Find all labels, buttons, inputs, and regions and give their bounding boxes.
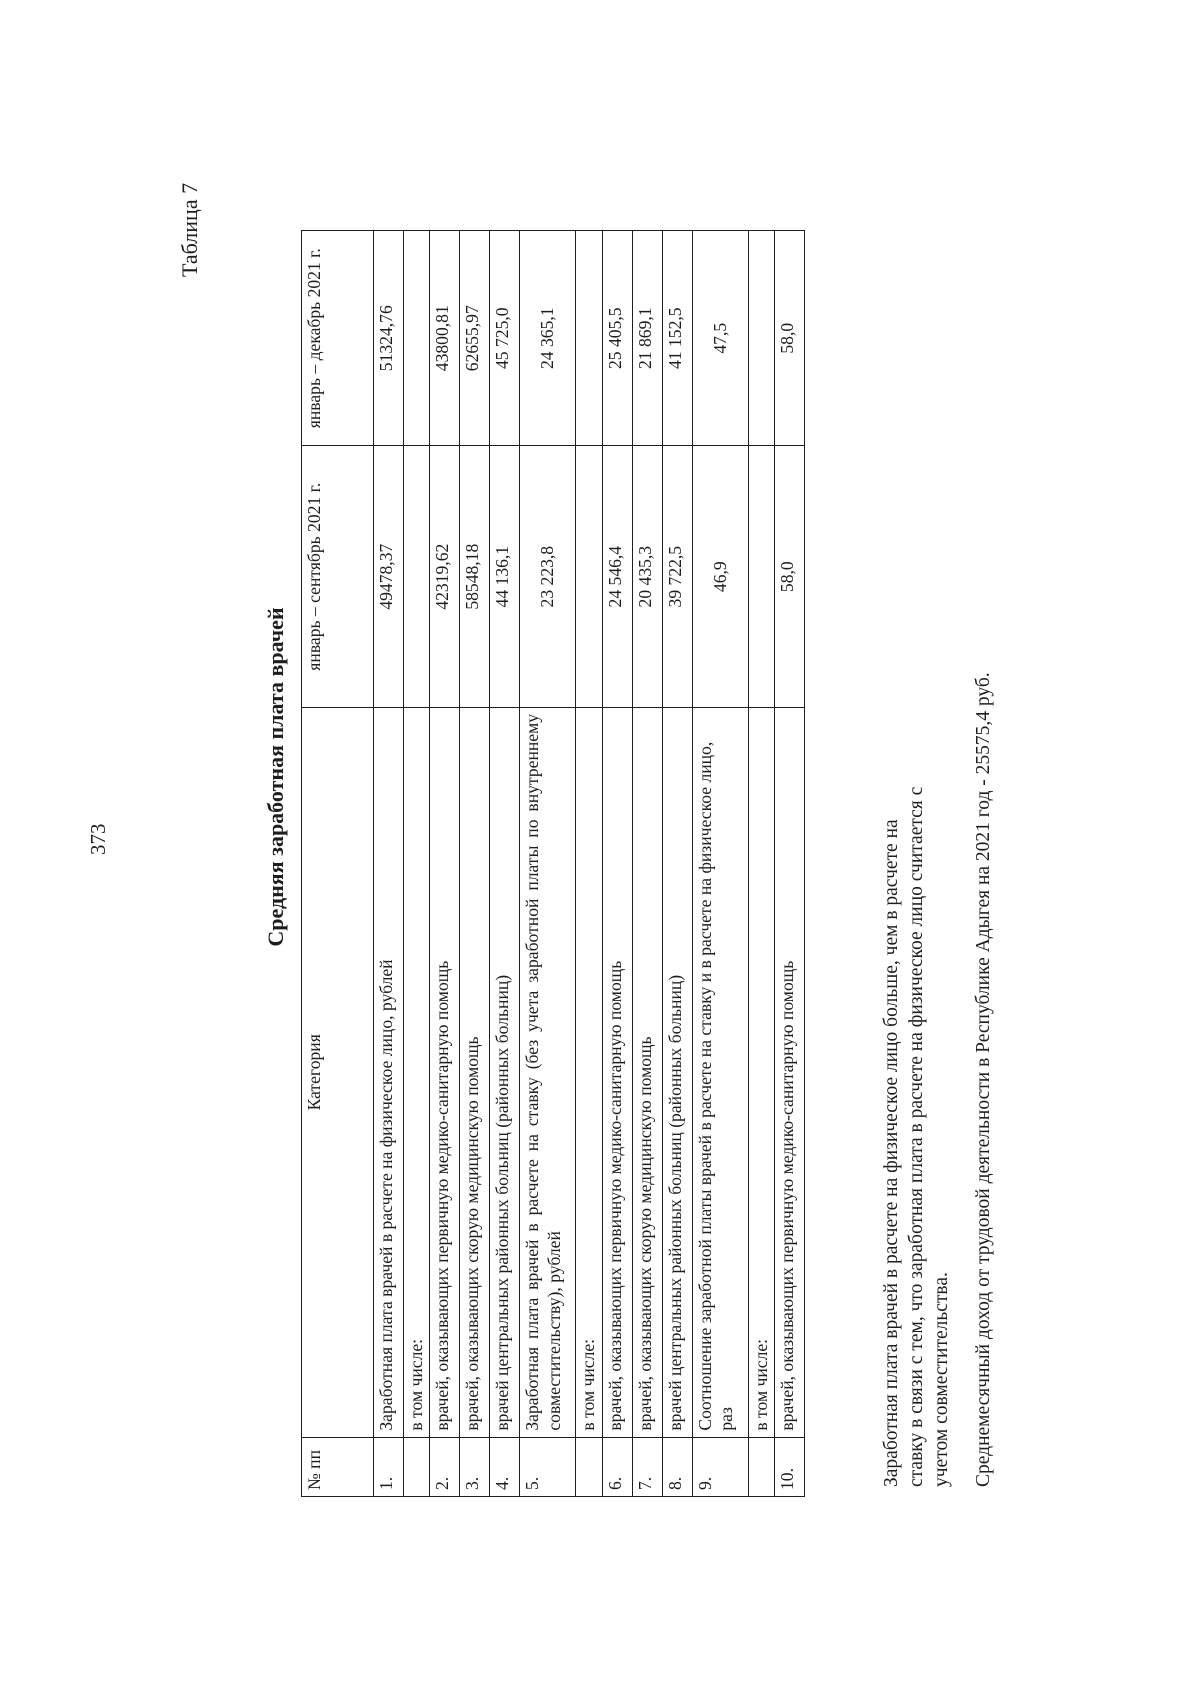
table-row-subheading	[748, 231, 774, 1497]
row-value-jan-dec: 24 365,1	[520, 231, 576, 446]
row-value-jan-dec: 45 725,0	[490, 231, 520, 446]
row-value-jan-sep	[748, 446, 774, 708]
row-value-jan-dec: 47,5	[692, 231, 748, 446]
header-category: Категория	[302, 707, 374, 1437]
row-number: 9.	[692, 1437, 748, 1496]
row-number: 1.	[374, 1437, 404, 1496]
row-category: в том числе:	[404, 707, 430, 1437]
row-category: в том числе:	[576, 707, 602, 1437]
row-value-jan-sep: 58548,18	[460, 446, 490, 708]
table-caption: Таблица 7	[177, 182, 202, 277]
table-row	[490, 231, 520, 1497]
table-row	[692, 231, 748, 1497]
row-category: Заработная плата врачей в расчете на физическое лицо, рублей	[374, 707, 404, 1437]
row-category: врачей центральных районных больниц (районных больниц)	[662, 707, 692, 1437]
table-row	[602, 231, 632, 1497]
row-number	[748, 1437, 774, 1496]
table-row	[374, 231, 404, 1497]
notes-section	[880, 397, 1015, 1487]
table-header-row	[302, 231, 374, 1497]
row-value-jan-sep: 39 722,5	[662, 446, 692, 708]
table-row-subheading	[404, 231, 430, 1497]
row-number: 6.	[602, 1437, 632, 1496]
row-number	[576, 1437, 602, 1496]
row-category: врачей, оказывающих скорую медицинскую помощь	[632, 707, 662, 1437]
row-category: врачей, оказывающих первичную медико-санитарную помощь	[775, 707, 805, 1437]
row-value-jan-dec: 58,0	[775, 231, 805, 446]
page-number: 373	[86, 823, 110, 855]
row-category: врачей, оказывающих первичную медико-санитарную помощь	[602, 707, 632, 1437]
row-number: 3.	[460, 1437, 490, 1496]
header-number: № пп	[302, 1437, 374, 1496]
row-number: 8.	[662, 1437, 692, 1496]
row-category: врачей центральных районных больниц (районных больниц)	[490, 707, 520, 1437]
row-value-jan-sep: 44 136,1	[490, 446, 520, 708]
row-number: 10.	[775, 1437, 805, 1496]
row-category: врачей, оказывающих первичную медико-санитарную помощь	[430, 707, 460, 1437]
row-value-jan-sep: 49478,37	[374, 446, 404, 708]
row-value-jan-sep: 24 546,4	[602, 446, 632, 708]
table-row	[520, 231, 576, 1497]
row-value-jan-sep	[404, 446, 430, 708]
row-value-jan-dec: 43800,81	[430, 231, 460, 446]
table-row	[775, 231, 805, 1497]
row-category: в том числе:	[748, 707, 774, 1437]
table-row	[460, 231, 490, 1497]
row-value-jan-sep	[576, 446, 602, 708]
row-number: 7.	[632, 1437, 662, 1496]
header-period-jan-dec: январь – декабрь 2021 г.	[302, 231, 374, 446]
header-period-jan-sep: январь – сентябрь 2021 г.	[302, 446, 374, 708]
table-row	[430, 231, 460, 1497]
row-value-jan-dec	[404, 231, 430, 446]
row-number: 2.	[430, 1437, 460, 1496]
row-value-jan-dec: 62655,97	[460, 231, 490, 446]
row-value-jan-sep: 20 435,3	[632, 446, 662, 708]
row-value-jan-sep: 42319,62	[430, 446, 460, 708]
row-value-jan-dec	[748, 231, 774, 446]
row-value-jan-dec: 41 152,5	[662, 231, 692, 446]
note-paragraph: Заработная плата врачей в расчете на физическое лицо больше, чем в расчете на ставку в связи с тем, что заработная плата в расчете на физическое лицо считается с учетом совместительства.	[881, 786, 952, 1487]
note-paragraph: Среднемесячный доход от трудовой деятельности в Республике Адыгея на 2021 год - 25575,4 руб.	[973, 672, 995, 1487]
row-category: Соотношение заработной платы врачей в расчете на ставку и в расчете на физическое лицо, раз	[692, 707, 748, 1437]
table-row	[662, 231, 692, 1497]
row-value-jan-dec: 25 405,5	[602, 231, 632, 446]
table-row-subheading	[576, 231, 602, 1497]
row-value-jan-dec: 51324,76	[374, 231, 404, 446]
salary-table	[301, 230, 805, 1497]
row-value-jan-dec: 21 869,1	[632, 231, 662, 446]
row-number	[404, 1437, 430, 1496]
row-value-jan-dec	[576, 231, 602, 446]
row-value-jan-sep: 23 223,8	[520, 446, 576, 708]
row-category: врачей, оказывающих скорую медицинскую помощь	[460, 707, 490, 1437]
row-category: Заработная плата врачей в расчете на ставку (без учета заработной платы по внутреннему совместительству), рублей	[520, 707, 576, 1437]
row-number: 4.	[490, 1437, 520, 1496]
table-title: Средняя заработная плата врачей	[263, 607, 288, 947]
row-number: 5.	[520, 1437, 576, 1496]
row-value-jan-sep: 58,0	[775, 446, 805, 708]
row-value-jan-sep: 46,9	[692, 446, 748, 708]
table-row	[632, 231, 662, 1497]
